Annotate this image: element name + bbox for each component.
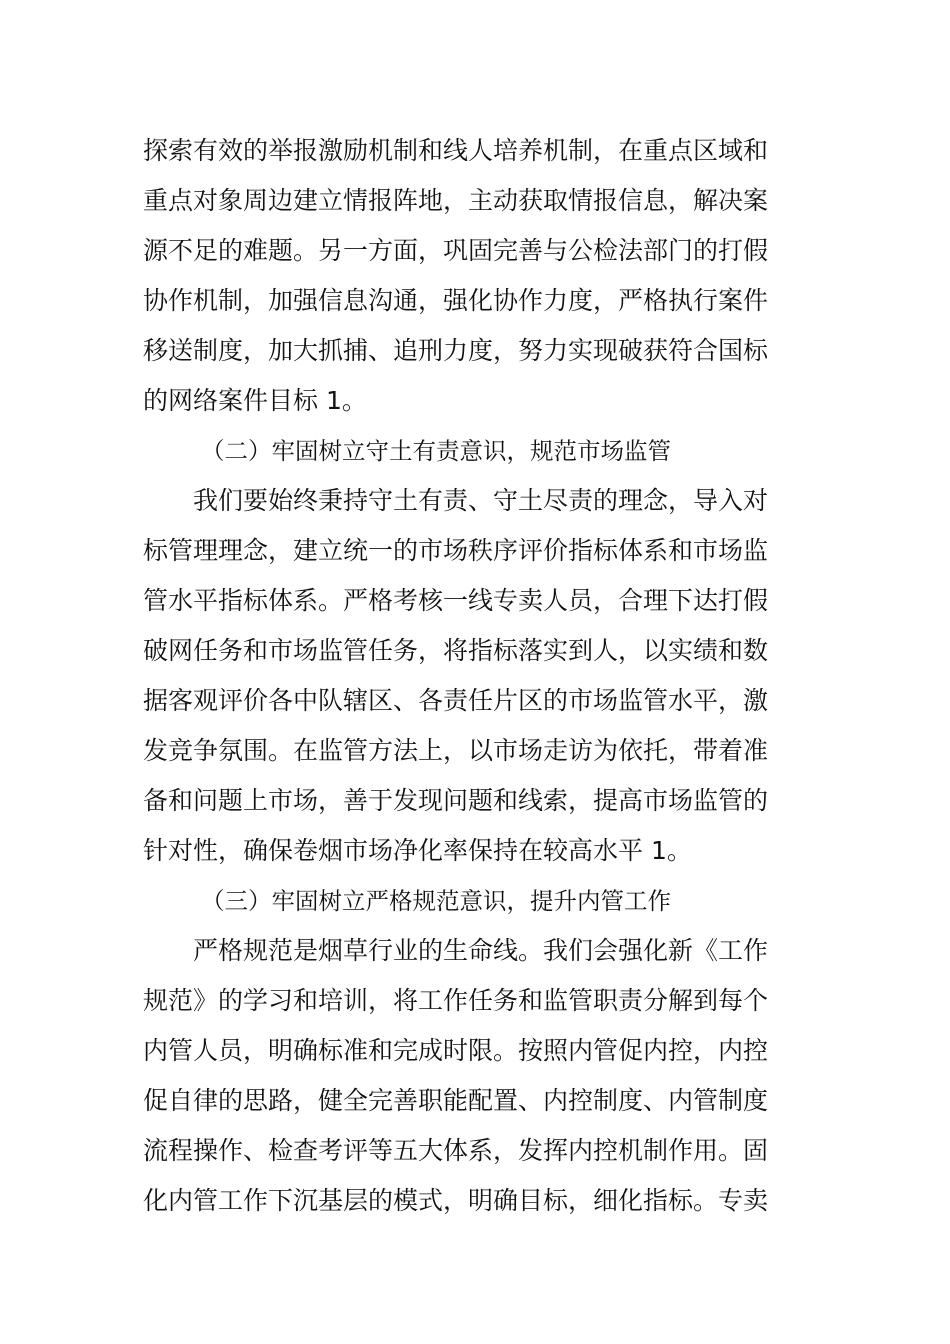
- body-line: 探索有效的举报激励机制和线人培养机制，在重点区域和: [143, 136, 769, 165]
- body-line: 标管理理念，建立统一的市场秩序评价指标体系和市场监: [143, 536, 769, 565]
- document-body: [143, 126, 808, 1226]
- body-line: 规范》的学习和培训，将工作任务和监管职责分解到每个: [143, 986, 769, 1015]
- body-line: 重点对象周边建立情报阵地，主动获取情报信息，解决案: [143, 186, 769, 215]
- body-line: 源不足的难题。另一方面，巩固完善与公检法部门的打假: [143, 236, 769, 265]
- body-line: 备和问题上市场，善于发现问题和线索，提高市场监管的: [143, 786, 769, 815]
- body-line: 据客观评价各中队辖区、各责任片区的市场监管水平，激: [143, 686, 769, 715]
- section-heading-2: （二）牢固树立守土有责意识，规范市场监管: [201, 437, 671, 465]
- body-line: 流程操作、检查考评等五大体系，发挥内控机制作用。固: [143, 1136, 769, 1165]
- body-line: 内管人员，明确标准和完成时限。按照内管促内控，内控: [143, 1036, 769, 1065]
- body-line: 破网任务和市场监管任务，将指标落实到人，以实绩和数: [143, 636, 769, 665]
- body-line: 移送制度，加大抓捕、追刑力度，努力实现破获符合国标: [143, 336, 769, 365]
- paragraph-first-line: 我们要始终秉持守土有责、守土尽责的理念，导入对: [193, 486, 769, 515]
- body-line: 管水平指标体系。严格考核一线专卖人员，合理下达打假: [143, 586, 769, 615]
- section-heading-3: （三）牢固树立严格规范意识，提升内管工作: [201, 887, 671, 915]
- body-line: 发竞争氛围。在监管方法上，以市场走访为依托，带着准: [143, 736, 769, 765]
- body-line: 的网络案件目标 1。: [143, 386, 367, 415]
- body-line: 针对性，确保卷烟市场净化率保持在较高水平 1。: [143, 836, 692, 865]
- body-line: 化内管工作下沉基层的模式，明确目标，细化指标。专卖: [143, 1186, 769, 1215]
- body-line: 协作机制，加强信息沟通，强化协作力度，严格执行案件: [143, 286, 769, 315]
- body-line: 促自律的思路，健全完善职能配置、内控制度、内管制度: [143, 1086, 769, 1115]
- paragraph-first-line: 严格规范是烟草行业的生命线。我们会强化新《工作: [193, 936, 769, 965]
